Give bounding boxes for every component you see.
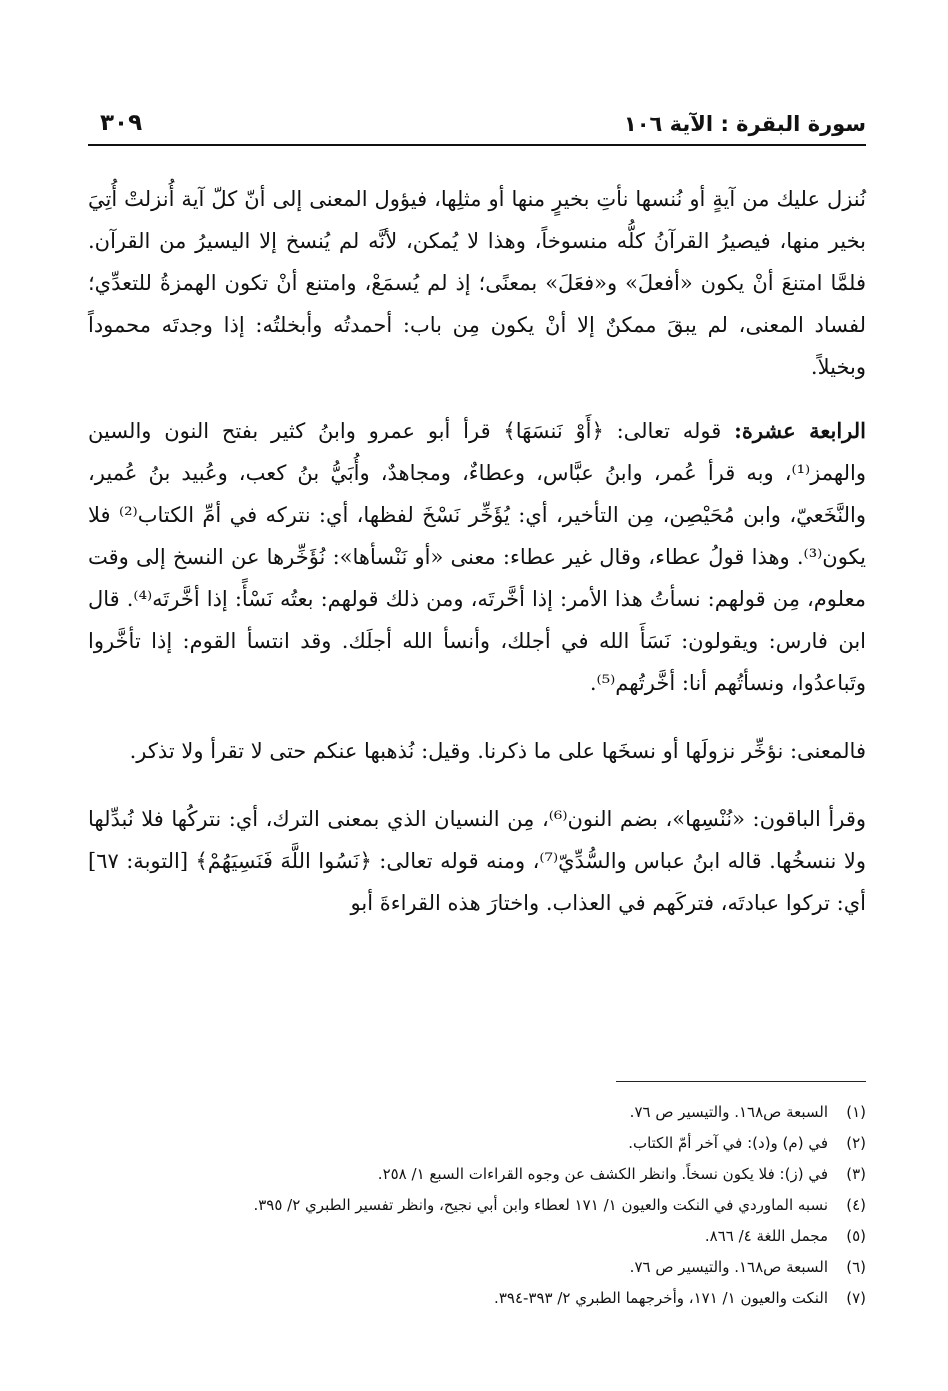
footnote-text: مجمل اللغة ٤/ ٨٦٦. — [704, 1227, 828, 1245]
footnote-item — [88, 1283, 866, 1314]
footnote-item — [88, 1221, 866, 1252]
paragraph-3: فالمعنى: نؤخِّر نزولَها أو نسخَها على ما ذكرنا. وقيل: نُذهبها عنكم حتى لا تقرأ ولا تذكر. — [129, 739, 866, 763]
footnote-text: في (ز): فلا يكون نسخاً. وانظر الكشف عن وجوه القراءات السبع ١/ ٢٥٨. — [377, 1165, 828, 1183]
footnote-number: (٢) — [846, 1134, 866, 1152]
footnote-item — [88, 1128, 866, 1159]
footnote-item — [88, 1252, 866, 1283]
section-heading: الرابعة عشرة: — [734, 418, 866, 443]
paragraph-2 — [88, 410, 866, 704]
header-rule — [88, 144, 866, 146]
paragraph-4: وقرأ الباقون: «نُنْسِها»، بضم النون⁽⁶⁾، مِن النسيان الذي بمعنى الترك، أي: نتركُها فلا نُبدِّلها ولا ننسخُها. قاله ابنُ عباس والسُّدِّيّ⁽⁷⁾، ومنه قوله تعالى: ﴿نَسُوا اللَّهَ فَنَسِيَهُمْ﴾ [التوبة: ٦٧] أي: تركوا عبادتَه، فتركَهم في العذاب. واختارَ هذه القراءةَ أبو — [88, 807, 866, 915]
footnote-number: (٤) — [846, 1196, 866, 1214]
footnote-number: (١) — [846, 1103, 866, 1121]
page-number: ٣٠٩ — [100, 110, 143, 136]
footnote-item — [88, 1097, 866, 1128]
footnote-text: النكت والعيون ١/ ١٧١، وأخرجهما الطبري ٢/ ٣٩٣-٣٩٤. — [494, 1289, 828, 1307]
running-title: سورة البقرة : الآية ١٠٦ — [623, 112, 866, 136]
paragraph-2-text: قوله تعالى: ﴿أَوْ نَنسَهَا﴾ قرأ أبو عمرو وابنُ كثير بفتح النون والسين والهمز⁽¹⁾، وبه قرأ عُمر، وابنُ عبَّاس، وعطاءٌ، ومجاهدٌ، وأُبَيُّ بنُ كعب، وعُبيد بنُ عُمير، والنَّخَعيّ، وابن مُحَيْصِن، مِن التأخير، أي: يُؤَخِّر نَسْخَ لفظها، أي: نتركه في أمِّ الكتاب⁽²⁾ فلا يكون⁽³⁾. وهذا قولُ عطاء، وقال غير عطاء: معنى «أو نَنْسأها»: نُؤَخِّرها عن النسخ إلى وقت معلوم، مِن قولهم: نسأتُ هذا الأمر: إذا أخَّرتَه، ومن ذلك قولهم: بعتُه نَسْأً: إذا أخَّرتَه⁽⁴⁾. قال ابن فارس: ويقولون: نَسَأَ الله في أجلك، وأنسأ الله أجلَك. وقد انتسأ القوم: إذا تأخَّروا وتَباعدُوا، ونسأتُهم أنا: أخَّرتُهم⁽⁵⁾. — [88, 419, 866, 695]
footnote-text: نسبه الماوردي في النكت والعيون ١/ ١٧١ لعطاء وابن أبي نجيح، وانظر تفسير الطبري ٢/ ٣٩٥. — [253, 1196, 828, 1214]
footnote-number: (٦) — [846, 1258, 866, 1276]
page-header — [88, 100, 866, 136]
footnote-number: (٥) — [846, 1227, 866, 1245]
paragraph-1: نُنزل عليك من آيةٍ أو نُنسها نأتِ بخيرٍ منها أو مثلِها، فيؤول المعنى إلى أنّ كلّ آية أُنزلتْ أُتِيَ بخير منها، فيصيرُ القرآنُ كلُّه منسوخاً، وهذا لا يُمكن، لأنَّه لم يُنسخ إلا اليسيرُ من القرآن. فلمَّا امتنعَ أنْ يكون «أفعلَ» و«فعَلَ» بمعنًى؛ إذ لم يُسمَعْ، وامتنع أنْ تكون الهمزةُ للتعدِّي؛ لفساد المعنى، لم يبقَ ممكنٌ إلا أنْ يكون مِن باب: أحمدتُه وأبخلتُه: إذا وجدتَه محموداً وبخيلاً. — [88, 187, 866, 379]
footnote-number: (٣) — [846, 1165, 866, 1183]
footnotes — [88, 1097, 866, 1314]
book-page — [88, 0, 866, 1391]
footnote-text: السبعة ص١٦٨. والتيسير ص ٧٦. — [629, 1103, 828, 1121]
main-text — [88, 178, 866, 950]
footnote-text: في (م) و(د): في آخر أمّ الكتاب. — [628, 1134, 828, 1152]
footnote-number: (٧) — [846, 1289, 866, 1307]
footnote-item — [88, 1190, 866, 1221]
footnote-item — [88, 1159, 866, 1190]
footnote-separator — [616, 1081, 866, 1082]
footnote-text: السبعة ص١٦٨. والتيسير ص ٧٦. — [629, 1258, 828, 1276]
